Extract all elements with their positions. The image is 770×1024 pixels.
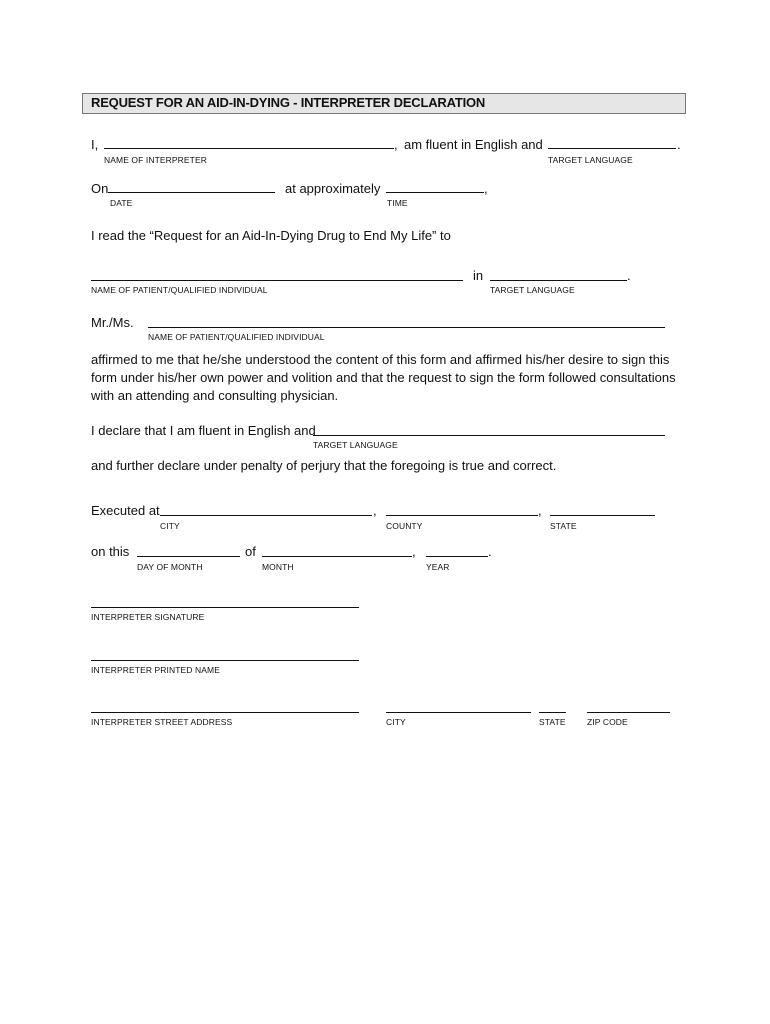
executed-prefix: Executed at: [91, 503, 160, 518]
label-interpreter-street-address: INTERPRETER STREET ADDRESS: [91, 717, 233, 727]
row1-prefix: I,: [91, 137, 99, 152]
label-patient-name-2: NAME OF PATIENT/QUALIFIED INDIVIDUAL: [148, 332, 325, 342]
row5-prefix: Mr./Ms.: [91, 315, 134, 330]
patient-name-field-1[interactable]: [91, 280, 463, 281]
interpreter-street-address-field[interactable]: [91, 712, 359, 713]
day-of-month-field[interactable]: [137, 556, 240, 557]
executed-comma-1: ,: [373, 503, 377, 518]
target-language-field-1[interactable]: [548, 148, 676, 149]
interpreter-printed-name-field[interactable]: [91, 660, 359, 661]
row4-in: in: [473, 268, 484, 283]
read-request-text: I read the “Request for an Aid-In-Dying Drug to End My Life” to: [91, 228, 451, 243]
target-language-field-3[interactable]: [313, 435, 665, 436]
label-day-of-month: DAY OF MONTH: [137, 562, 203, 572]
onthis-period: .: [488, 544, 492, 559]
row1-middle-text: am fluent in English and: [404, 137, 543, 152]
address-state-field[interactable]: [539, 712, 566, 713]
row1-comma: ,: [394, 137, 398, 152]
title-bar: [82, 93, 686, 114]
label-target-language-3: TARGET LANGUAGE: [313, 440, 398, 450]
label-executed-county: COUNTY: [386, 521, 423, 531]
label-address-zip: ZIP CODE: [587, 717, 628, 727]
label-interpreter-signature: INTERPRETER SIGNATURE: [91, 612, 205, 622]
row2-comma: ,: [484, 181, 488, 196]
form-title: REQUEST FOR AN AID-IN-DYING - INTERPRETER DECLARATION: [91, 95, 486, 110]
time-field[interactable]: [386, 192, 484, 193]
interpreter-signature-field[interactable]: [91, 607, 359, 608]
patient-name-field-2[interactable]: [148, 327, 665, 328]
label-address-city: CITY: [386, 717, 406, 727]
executed-county-field[interactable]: [386, 515, 538, 516]
executed-comma-2: ,: [538, 503, 542, 518]
month-field[interactable]: [262, 556, 412, 557]
label-address-state: STATE: [539, 717, 566, 727]
row4-period: .: [627, 268, 631, 283]
address-city-field[interactable]: [386, 712, 531, 713]
declare-text: I declare that I am fluent in English and: [91, 423, 316, 438]
interpreter-name-field[interactable]: [104, 148, 394, 149]
label-target-language-2: TARGET LANGUAGE: [490, 285, 575, 295]
label-month: MONTH: [262, 562, 294, 572]
label-interpreter-printed-name: INTERPRETER PRINTED NAME: [91, 665, 220, 675]
row2-at: at approximately: [285, 181, 381, 196]
affirmation-paragraph: [91, 351, 691, 405]
onthis-comma: ,: [412, 544, 416, 559]
label-interpreter-name: NAME OF INTERPRETER: [104, 155, 207, 165]
executed-state-field[interactable]: [550, 515, 655, 516]
affirmation-line-3: with an attending and consulting physician.: [91, 388, 339, 403]
onthis-prefix: on this: [91, 544, 130, 559]
label-year: YEAR: [426, 562, 450, 572]
row1-period: .: [677, 137, 681, 152]
row2-on: On: [91, 181, 109, 196]
label-executed-city: CITY: [160, 521, 180, 531]
affirmation-line-2: form under his/her own power and volition and that the request to sign the form followed consultations: [91, 370, 676, 385]
label-executed-state: STATE: [550, 521, 577, 531]
executed-city-field[interactable]: [160, 515, 372, 516]
label-patient-name-1: NAME OF PATIENT/QUALIFIED INDIVIDUAL: [91, 285, 268, 295]
date-field[interactable]: [108, 192, 275, 193]
perjury-text: and further declare under penalty of perjury that the foregoing is true and correct.: [91, 458, 557, 473]
address-zip-field[interactable]: [587, 712, 670, 713]
label-date: DATE: [110, 198, 133, 208]
year-field[interactable]: [426, 556, 488, 557]
onthis-of: of: [245, 544, 256, 559]
label-time: TIME: [387, 198, 408, 208]
affirmation-line-1: affirmed to me that he/she understood the content of this form and affirmed his/her desire to sign this: [91, 352, 670, 367]
target-language-field-2[interactable]: [490, 280, 627, 281]
label-target-language-1: TARGET LANGUAGE: [548, 155, 633, 165]
